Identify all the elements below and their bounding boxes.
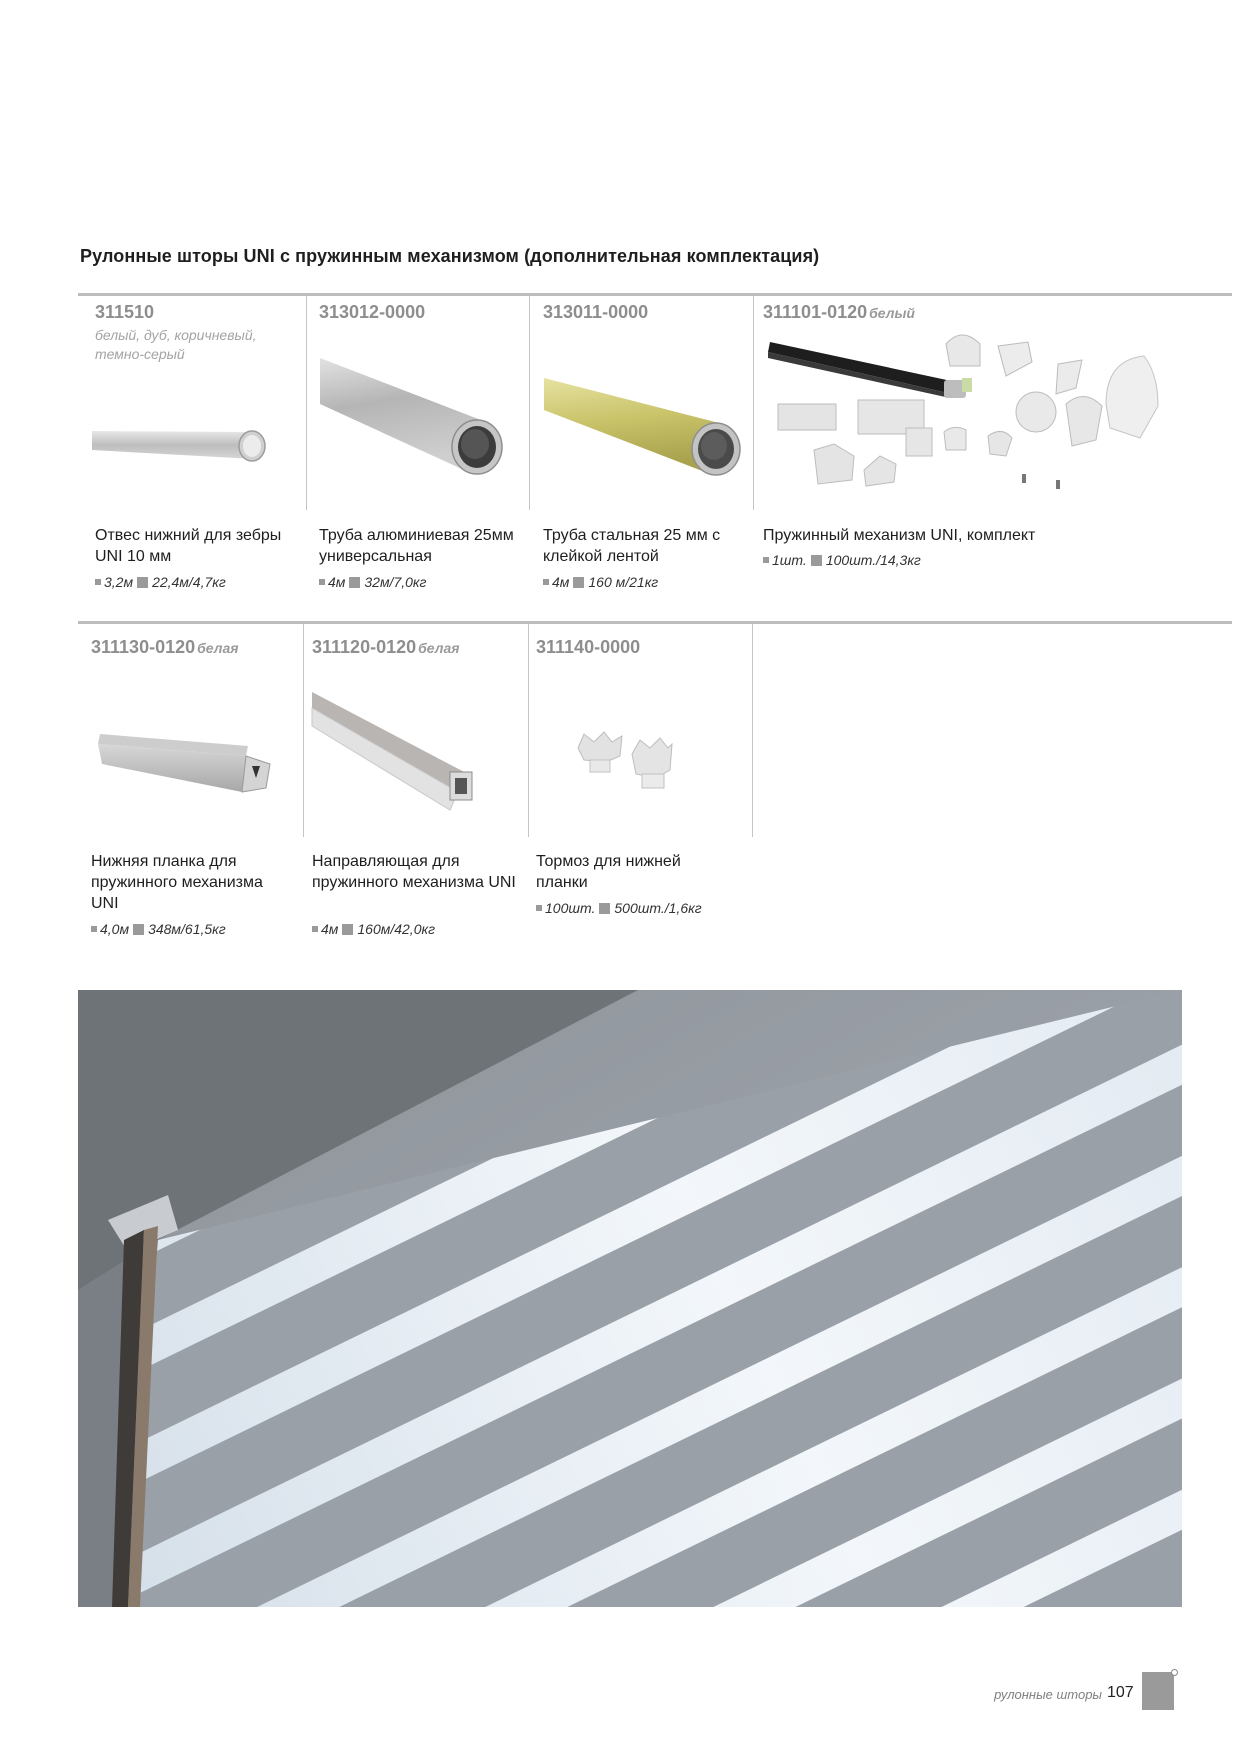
box-square-icon [573, 577, 584, 588]
product-code: 313012-0000 [319, 302, 426, 322]
unit-square-icon [536, 905, 542, 911]
unit-square-icon [91, 926, 97, 932]
box-square-icon [137, 577, 148, 588]
product-card-header [763, 302, 915, 323]
page-tab-marker [1142, 1672, 1174, 1710]
unit-square-icon [543, 579, 549, 585]
unit-square-icon [763, 557, 769, 563]
column-divider [752, 624, 753, 837]
bottom-bar-image [96, 730, 276, 798]
column-divider [306, 296, 307, 510]
product-code: 311101-0120 белый [763, 302, 915, 322]
product-name: Труба стальная 25 мм с клейкой лентой [543, 527, 721, 565]
guide-rail-image [310, 690, 476, 814]
box-square-icon [133, 924, 144, 935]
box-square-icon [599, 903, 610, 914]
product-name: Направляющая для пружинного механизма UNI [312, 853, 516, 891]
box-square-icon [811, 555, 822, 566]
brake-image [576, 730, 684, 794]
column-divider [753, 296, 754, 510]
row-divider [78, 293, 1232, 296]
product-card-header [312, 637, 460, 658]
packaging-info: 100шт. 500шт./1,6кг [536, 900, 702, 916]
zebra-blind-photo [78, 990, 1182, 1607]
column-divider [528, 624, 529, 837]
aluminium-tube-image [318, 356, 506, 478]
packaging-info: 1шт. 100шт./14,3кг [763, 552, 921, 568]
packaging-info: 4м 32м/7,0кг [319, 574, 426, 590]
product-code: 311130-0120 белая [91, 637, 239, 657]
steel-tube-image [543, 376, 745, 480]
box-square-icon [349, 577, 360, 588]
page-number: 107 [1107, 1684, 1134, 1701]
product-card-header [536, 637, 640, 658]
product-code: 313011-0000 [543, 302, 649, 322]
product-name: Отвес нижний для зебры UNI 10 мм [95, 527, 282, 565]
product-card-header [95, 302, 295, 364]
unit-square-icon [95, 579, 101, 585]
product-name: Пружинный механизм UNI, комплект [763, 527, 1036, 544]
product-color: белый [869, 305, 915, 321]
packaging-info: 4м 160м/42,0кг [312, 921, 435, 937]
packaging-info: 3,2м 22,4м/4,7кг [95, 574, 226, 590]
column-divider [303, 624, 304, 837]
packaging-info: 4,0м 348м/61,5кг [91, 921, 226, 937]
product-color: белая [418, 640, 460, 656]
packaging-info: 4м 160 м/21кг [543, 574, 658, 590]
footer-section-label: рулонные шторы [994, 1687, 1102, 1702]
column-divider [529, 296, 530, 510]
product-card-header [91, 637, 239, 658]
product-name: Труба алюминиевая 25мм универсальная [319, 527, 514, 565]
product-name: Нижняя планка для пружинного механизма UNI [91, 853, 263, 912]
row-divider [78, 621, 1232, 624]
page-dot-marker [1171, 1669, 1178, 1676]
product-code: 311140-0000 [536, 637, 641, 657]
section-title: Рулонные шторы UNI с пружинным механизмом (дополнительная комплектация) [80, 246, 820, 266]
product-name: Тормоз для нижней планки [536, 853, 681, 891]
unit-square-icon [312, 926, 318, 932]
product-color: белая [197, 640, 239, 656]
unit-square-icon [319, 579, 325, 585]
product-color-options: белый, дуб, коричневый, темно-серый [95, 327, 257, 362]
box-square-icon [342, 924, 353, 935]
product-card-header [543, 302, 648, 323]
bottom-rail-image [90, 428, 270, 464]
product-code: 311120-0120 белая [312, 637, 460, 657]
spring-mechanism-kit-image [766, 332, 1186, 502]
product-card-header [319, 302, 425, 323]
product-code: 311510 [95, 302, 155, 322]
